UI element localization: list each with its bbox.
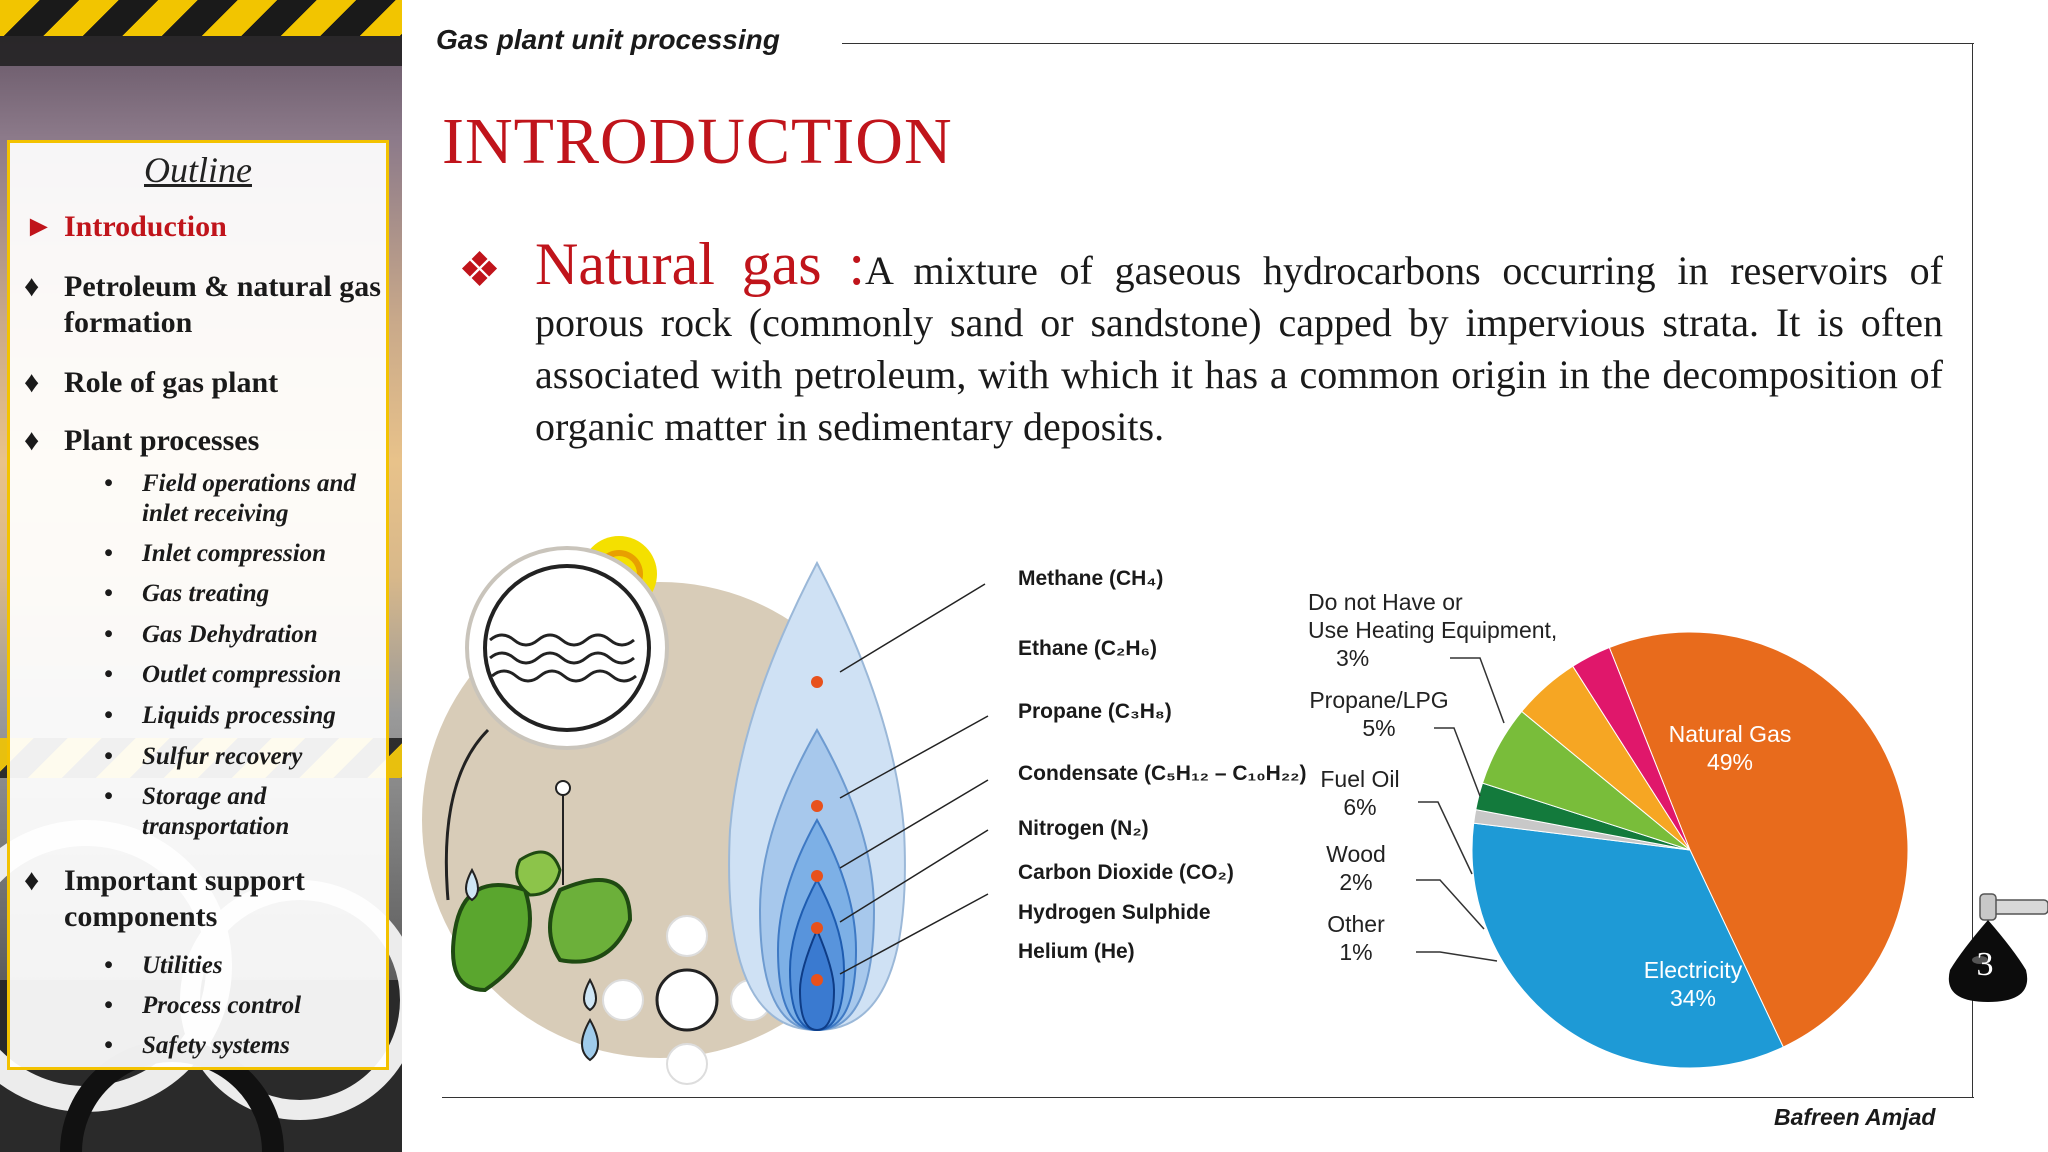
pie-label-line: Do not Have or: [1308, 589, 1463, 615]
bullet-dot-icon: •: [104, 992, 113, 1019]
diamond-icon: ♦: [24, 424, 40, 457]
pie-label-value: 3%: [1336, 645, 1370, 671]
bullet-dot-icon: •: [104, 783, 113, 810]
pie-label-line: Fuel Oil: [1320, 766, 1400, 792]
bullet-dot-icon: •: [104, 540, 113, 567]
outline-subitem-label: Gas treating: [142, 580, 270, 607]
pie-label-line: Other: [1327, 911, 1385, 937]
bullet-dot-icon: •: [104, 743, 113, 770]
bullet-dot-icon: •: [104, 952, 113, 979]
pie-label-value: 49%: [1706, 749, 1754, 775]
pie-label-value: 2%: [1339, 869, 1373, 895]
composition-label-nitrogen: Nitrogen (N₂): [1018, 817, 1149, 840]
outline-subitem-label: Utilities: [142, 952, 223, 979]
hazard-stripe-top: [0, 0, 402, 36]
pie-label-line: Natural Gas: [1668, 721, 1792, 747]
arrow-icon: ►: [24, 210, 54, 243]
author-name: Bafreen Amjad: [1774, 1104, 1936, 1130]
diamond-icon: ♦: [24, 366, 40, 399]
bullet-dot-icon: •: [104, 1032, 113, 1059]
fleuron-bullet-icon: ❖: [458, 244, 502, 297]
outline-title: Outline: [144, 150, 252, 190]
pie-label-no-heating: [1308, 588, 1557, 672]
definition-term: Natural gas :: [535, 231, 866, 297]
pie-label-propane: [1308, 686, 1450, 742]
pie-label-other: [1318, 910, 1394, 966]
outline-panel: [7, 140, 389, 1070]
diamond-icon: ♦: [24, 270, 40, 303]
composition-label-methane: Methane (CH₄): [1018, 567, 1164, 590]
outline-subitem-label: Sulfur recovery: [142, 743, 303, 770]
frame-line-top: [842, 43, 1974, 44]
outline-subitem-label: Gas Dehydration: [142, 621, 318, 648]
composition-label-propane: Propane (C₃H₈): [1018, 700, 1172, 723]
pie-label-line: Electricity: [1643, 957, 1743, 983]
composition-label-h2s: Hydrogen Sulphide: [1018, 901, 1211, 924]
pie-label-value: 6%: [1343, 794, 1377, 820]
pie-label-electricity: [1625, 956, 1761, 1012]
slide-header-title: Gas plant unit processing: [436, 24, 780, 55]
pie-label-wood: [1318, 840, 1394, 896]
bullet-dot-icon: •: [104, 702, 113, 729]
diamond-icon: ♦: [24, 864, 40, 897]
outline-subitem-label: Field operations and inlet receiving: [142, 470, 356, 527]
pie-label-value: 5%: [1362, 715, 1396, 741]
composition-label-helium: Helium (He): [1018, 940, 1135, 963]
bullet-dot-icon: •: [104, 580, 113, 607]
pie-label-line: Propane/LPG: [1309, 687, 1449, 713]
pie-label-fuel-oil: [1318, 765, 1402, 821]
slide-heading: INTRODUCTION: [442, 105, 953, 178]
outline-item-label: Introduction: [64, 210, 227, 243]
pie-label-line: Use Heating Equipment,: [1308, 617, 1558, 643]
composition-label-ethane: Ethane (C₂H₆): [1018, 637, 1158, 660]
outline-subitem-label: Safety systems: [142, 1032, 290, 1059]
bullet-dot-icon: •: [104, 661, 113, 688]
composition-label-co2: Carbon Dioxide (CO₂): [1018, 861, 1234, 884]
pie-label-value: 34%: [1669, 985, 1717, 1011]
water-reservoir-icon: [467, 548, 667, 748]
outline-subitem-label: Storage and transportation: [142, 783, 290, 840]
outline-subitem-label: Inlet compression: [142, 540, 327, 567]
outline-subitem-label: Process control: [142, 992, 302, 1019]
outline-item-label: Role of gas plant: [64, 366, 279, 399]
definition-text: A mixture of gaseous hydrocarbons occurring in reservoirs of porous rock (commonly sand or sandstone) capped by impervious strata. It is often associated with petroleum, with which it has a common origin in the decomposition of organic matter in sedimentary deposits.: [535, 248, 1943, 449]
outline-item-label: Plant processes: [64, 424, 260, 457]
natural-gas-composition-illustration: [410, 530, 1330, 1090]
definition-paragraph: [535, 231, 1943, 453]
composition-label-condensate: Condensate (C₅H₁₂ – C₁₀H₂₂): [1018, 762, 1307, 785]
outline-item-label: Petroleum & natural gas formation: [64, 270, 381, 339]
outline-subitem-label: Outlet compression: [142, 661, 342, 688]
outline-subitem-label: Liquids processing: [142, 702, 336, 729]
pie-label-line: Wood: [1326, 841, 1386, 867]
node-circle: [556, 781, 570, 795]
pie-label-value: 1%: [1339, 939, 1373, 965]
dark-band: [0, 36, 402, 66]
bullet-dot-icon: •: [104, 470, 113, 497]
outline-item-label: Important support components: [64, 864, 305, 933]
page-number: 3: [1976, 946, 1994, 983]
pie-label-natural-gas: [1660, 720, 1800, 776]
bullet-dot-icon: •: [104, 621, 113, 648]
